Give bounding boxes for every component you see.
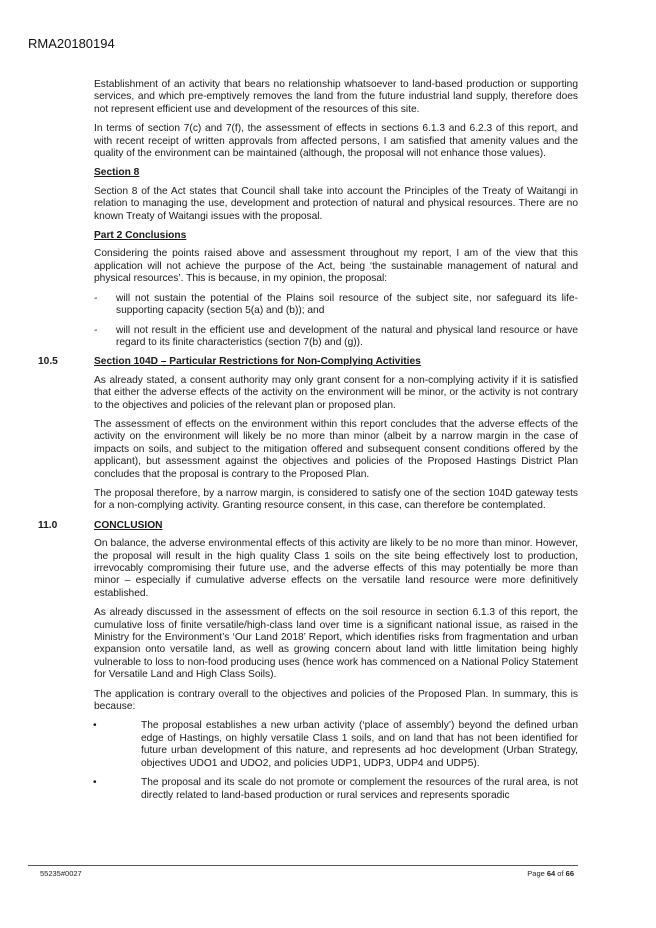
list-item: • The proposal establishes a new urban activity (‘place of assembly’) beyond the defined urban edge of Hastings, on highly versatile Class 1 soils, and on land that has not been identified for future urban development of this nature, and represents ad hoc development (Urban Strategy, objectives UDO1 and UDO2, and policies UDP1, UDP3, UDP4 and UDP5). [93,720,578,769]
dash-marker: - [94,324,98,336]
paragraph: The proposal therefore, by a narrow margin, is considered to satisfy one of the section 104D gateway tests for a non-complying activity. Granting resource consent, in this case, can therefore be contemplated. [94,487,578,512]
footer-document-id: 55235#0027 [40,869,82,878]
paragraph: As already stated, a consent authority may only grant consent for a non-complying activity if it is satisfied that either the adverse effects of the activity on the environment will be minor, or the activity is not contrary to the objectives and policies of the relevant plan or proposed plan. [94,374,578,411]
paragraph: Section 8 of the Act states that Council shall take into account the Principles of the Treaty of Waitangi in relation to managing the use, development and protection of natural and physical resources. There are no known Treaty of Waitangi issues with the proposal. [94,185,578,222]
section-10-5-heading [38,356,578,368]
section-title: CONCLUSION [94,519,163,531]
paragraph: On balance, the adverse environmental effects of this activity are likely to be no more than minor. However, the proposal will result in the high quality Class 1 soils on the site being effectively lost to production, irrevocably compromising their future use, and the adverse effects of this may potentially be more than minor – especially if cumulative adverse effects on the versatile land resource were more definitively established. [94,538,578,599]
dash-marker: - [94,292,98,304]
paragraph: Considering the points raised above and assessment throughout my report, I am of the view that this application will not achieve the purpose of the Act, being ‘the sustainable management of natural and physical resources’. This is because, in my opinion, the proposal: [94,248,578,285]
paragraph: In terms of section 7(c) and 7(f), the assessment of effects in sections 6.1.3 and 6.2.3 of this report, and with recent receipt of written approvals from affected persons, I am satisfied that amenity values and the quality of the environment can be maintained (although, the proposal will not enhance those values). [94,123,578,160]
list-item: - will not result in the efficient use and development of the natural and physical land resource or have regard to its finite characteristics (section 7(b) and (g)). [94,324,578,348]
paragraph: Establishment of an activity that bears no relationship whatsoever to land-based production or supporting services, and which pre-emptively removes the land from the future industrial land supply, therefore does not represent efficient use and development of the resources of this site. [94,79,578,115]
part-2-conclusions-heading: Part 2 Conclusions [94,230,187,242]
document-reference: RMA20180194 [28,36,115,51]
footer-divider [28,865,578,866]
section-11-heading [38,519,578,532]
dash-list [94,293,578,350]
section-8-heading: Section 8 [94,167,140,179]
list-item: - will not sustain the potential of the Plains soil resource of the subject site, nor safeguard its life-supporting capacity (section 5(a) and (b)); and [94,292,578,317]
page-number: Page 64 of 66 [527,869,574,878]
section-number: 10.5 [38,356,58,368]
page-body [38,79,578,809]
bullet-marker: • [93,777,97,789]
bullet-list [94,720,578,801]
section-title: Section 104D – Particular Restrictions for Non-Complying Activities [94,356,421,368]
paragraph: As already discussed in the assessment of effects on the soil resource in section 6.1.3 of this report, the cumulative loss of finite versatile/high-class land over time is a significant national issue, as raised in the Ministry for the Environment’s ‘Our Land 2018’ Report, which identifies risks from fragmentation and urban expansion onto versatile land, as well as growing concern about land with little limitation being highly vulnerable to loss to non-food producing uses (hence work has commenced on a National Policy Statement for Versatile Land and High Class Soils). [94,607,578,681]
list-item: • The proposal and its scale do not promote or complement the resources of the rural area, is not directly related to land-based production or rural services and represents sporadic [93,777,578,801]
section-number: 11.0 [38,519,58,531]
bullet-marker: • [93,720,97,732]
paragraph: The application is contrary overall to the objectives and policies of the Proposed Plan. In summary, this is because: [94,688,578,713]
paragraph: The assessment of effects on the environment within this report concludes that the adverse effects of the activity on the environment will likely be no more than minor (albeit by a narrow margin in the case of impacts on soils, and subject to the mitigation offered and subsequent consent conditions offered by the applicant), but assessment against the objectives and policies of the Proposed Hastings District Plan concludes that the proposal is contrary to the Proposed Plan. [94,418,578,480]
